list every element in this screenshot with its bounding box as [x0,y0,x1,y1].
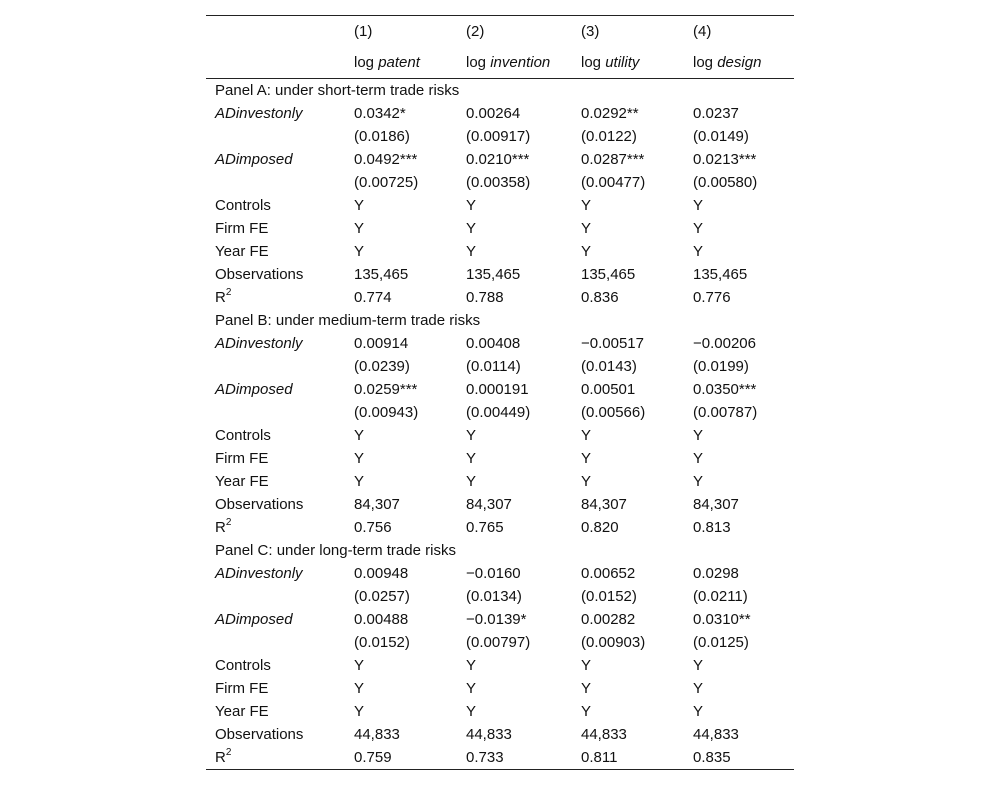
table-cell: Y [693,427,704,444]
table-cell: 84,307 [693,496,739,513]
imposed-coef-row [206,148,794,171]
table-cell: 0.0292** [581,105,639,122]
table-cell: (0.00725) [354,174,419,191]
row-label: Year FE [215,243,269,260]
r-squared-superscript: 2 [225,517,232,528]
table-cell: Y [466,220,477,237]
table-cell: 0.00488 [354,611,409,628]
table-cell: Y [693,680,704,697]
panel-title: Panel B: under medium-term trade risks [215,312,481,329]
r-squared-superscript: 2 [225,287,232,298]
table-cell: (0.00903) [581,634,646,651]
table-cell: 0.759 [354,749,392,766]
row-label: Controls [215,657,271,674]
column-number-row [206,16,794,47]
table-cell: Y [581,473,592,490]
panel-title: Panel A: under short-term trade risks [215,82,460,99]
panel-title: Panel C: under long-term trade risks [215,542,456,559]
table-cell: Y [354,703,365,720]
dependent-variable [354,47,420,78]
firm-fe-row [206,447,794,470]
imposed-se-row [206,171,794,194]
table-cell: 44,833 [581,726,627,743]
table-cell: 44,833 [466,726,512,743]
row-label [215,746,231,769]
table-cell: 0.835 [693,749,731,766]
table-cell: Y [693,450,704,467]
table-cell: 0.0298 [693,565,739,582]
table-cell: 0.0310** [693,611,751,628]
table-cell: −0.0139* [466,611,527,628]
observations-row [206,493,794,516]
panel-title-row [206,79,794,102]
table-cell: 135,465 [581,266,636,283]
log-prefix: log [466,54,487,71]
table-cell: (0.00358) [466,174,531,191]
imposed-coef-row [206,608,794,631]
table-cell: Y [466,703,477,720]
table-cell: −0.0160 [466,565,521,582]
row-label: ADimposed [215,611,293,628]
column-number: (3) [581,23,600,40]
table-cell: (0.0186) [354,128,410,145]
table-cell: Y [354,427,365,444]
controls-row [206,194,794,217]
table-cell: (0.00787) [693,404,758,421]
table-cell: (0.0143) [581,358,637,375]
table-cell: 0.0342* [354,105,406,122]
table-cell: Y [466,680,477,697]
row-label: Year FE [215,473,269,490]
table-cell: 0.0492*** [354,151,418,168]
table-cell: 135,465 [693,266,748,283]
table-cell: Y [466,243,477,260]
table-cell: Y [581,197,592,214]
dependent-variable [466,47,550,78]
table-cell: 135,465 [466,266,521,283]
table-cell: Y [354,657,365,674]
investonly-se-row [206,355,794,378]
r-squared-row [206,286,794,309]
investonly-coef-row [206,332,794,355]
table-cell: 0.820 [581,519,619,536]
table-cell: Y [466,450,477,467]
table-cell: 84,307 [581,496,627,513]
table-cell: −0.00517 [581,335,644,352]
table-cell: (0.0211) [693,588,748,605]
table-cell: (0.0152) [581,588,637,605]
table-cell: 44,833 [354,726,400,743]
regression-table [206,15,794,770]
column-number: (4) [693,23,712,40]
table-cell: 0.000191 [466,381,529,398]
imposed-coef-row [206,378,794,401]
observations-row [206,723,794,746]
table-cell: (0.0122) [581,128,637,145]
dependent-variable-name: patent [378,54,420,71]
table-cell: (0.0134) [466,588,522,605]
investonly-se-row [206,585,794,608]
table-cell: Y [466,657,477,674]
table-cell: (0.0152) [354,634,410,651]
investonly-coef-row [206,562,794,585]
panel-title-row [206,309,794,332]
table-cell: 0.765 [466,519,504,536]
table-cell: Y [693,220,704,237]
table-cell: Y [354,473,365,490]
table-cell: 44,833 [693,726,739,743]
table-cell: Y [466,197,477,214]
table-cell: Y [354,243,365,260]
table-body [206,79,794,769]
dependent-variable [693,47,761,78]
panel-title-row [206,539,794,562]
table-cell: 0.776 [693,289,731,306]
table-cell: 0.00914 [354,335,409,352]
column-number: (1) [354,23,373,40]
table-cell: 0.00948 [354,565,409,582]
column-number: (2) [466,23,485,40]
dependent-variable-row [206,47,794,79]
controls-row [206,654,794,677]
table-cell: Y [354,680,365,697]
table-cell: (0.0257) [354,588,410,605]
row-label: ADinvestonly [215,565,303,582]
table-cell: Y [693,473,704,490]
table-cell: 84,307 [466,496,512,513]
table-cell: Y [581,657,592,674]
row-label [215,516,231,539]
table-cell: 0.0350*** [693,381,757,398]
row-label: ADinvestonly [215,105,303,122]
table-cell: 0.836 [581,289,619,306]
table-cell: (0.00477) [581,174,646,191]
year-fe-row [206,470,794,493]
row-label: Year FE [215,703,269,720]
table-cell: (0.0125) [693,634,749,651]
row-label: Controls [215,427,271,444]
r-squared-row [206,516,794,539]
table-cell: 0.788 [466,289,504,306]
table-cell: 84,307 [354,496,400,513]
r-squared-base: R [215,749,226,766]
investonly-coef-row [206,102,794,125]
table-cell: 0.00408 [466,335,521,352]
r-squared-superscript: 2 [225,747,232,758]
table-cell: 0.756 [354,519,392,536]
year-fe-row [206,700,794,723]
table-cell: (0.0199) [693,358,749,375]
table-cell: 0.00501 [581,381,636,398]
dependent-variable-name: design [717,54,762,71]
table-cell: 0.0210*** [466,151,530,168]
table-cell: 0.811 [581,749,618,766]
table-cell: (0.00917) [466,128,531,145]
row-label: ADinvestonly [215,335,303,352]
row-label: Firm FE [215,680,269,697]
row-label: Firm FE [215,220,269,237]
row-label [215,286,231,309]
log-prefix: log [354,54,375,71]
table-cell: Y [354,197,365,214]
table-cell: Y [581,450,592,467]
table-cell: 0.00264 [466,105,521,122]
row-label: Controls [215,197,271,214]
table-cell: Y [581,703,592,720]
table-cell: 0.0259*** [354,381,418,398]
table-cell: (0.00580) [693,174,758,191]
log-prefix: log [581,54,602,71]
firm-fe-row [206,217,794,240]
firm-fe-row [206,677,794,700]
table-cell: Y [466,427,477,444]
investonly-se-row [206,125,794,148]
log-prefix: log [693,54,714,71]
r-squared-row [206,746,794,769]
r-squared-base: R [215,519,226,536]
table-cell: (0.00449) [466,404,531,421]
table-cell: Y [581,243,592,260]
observations-row [206,263,794,286]
row-label: ADimposed [215,151,293,168]
table-cell: (0.00566) [581,404,646,421]
table-cell: Y [693,657,704,674]
table-cell: (0.0239) [354,358,410,375]
r-squared-base: R [215,289,226,306]
dependent-variable [581,47,639,78]
table-cell: 0.0237 [693,105,739,122]
table-cell: 0.733 [466,749,504,766]
table-cell: Y [581,680,592,697]
row-label: Observations [215,496,304,513]
table-cell: 0.813 [693,519,731,536]
table-cell: (0.0149) [693,128,749,145]
table-cell: 0.0213*** [693,151,757,168]
table-cell: Y [581,427,592,444]
table-cell: 0.0287*** [581,151,645,168]
row-label: ADimposed [215,381,293,398]
table-cell: Y [466,473,477,490]
table-cell: (0.0114) [466,358,521,375]
table-cell: (0.00943) [354,404,419,421]
table-cell: 0.00282 [581,611,636,628]
imposed-se-row [206,401,794,424]
row-label: Observations [215,726,304,743]
controls-row [206,424,794,447]
table-cell: 0.00652 [581,565,636,582]
table-cell: Y [693,243,704,260]
year-fe-row [206,240,794,263]
dependent-variable-name: utility [605,54,640,71]
table-cell: Y [693,197,704,214]
table-cell: Y [354,450,365,467]
row-label: Observations [215,266,304,283]
table-cell: −0.00206 [693,335,756,352]
table-cell: Y [581,220,592,237]
dependent-variable-name: invention [490,54,551,71]
table-cell: (0.00797) [466,634,531,651]
row-label: Firm FE [215,450,269,467]
imposed-se-row [206,631,794,654]
table-cell: Y [693,703,704,720]
table-cell: 135,465 [354,266,409,283]
table-cell: 0.774 [354,289,392,306]
table-cell: Y [354,220,365,237]
